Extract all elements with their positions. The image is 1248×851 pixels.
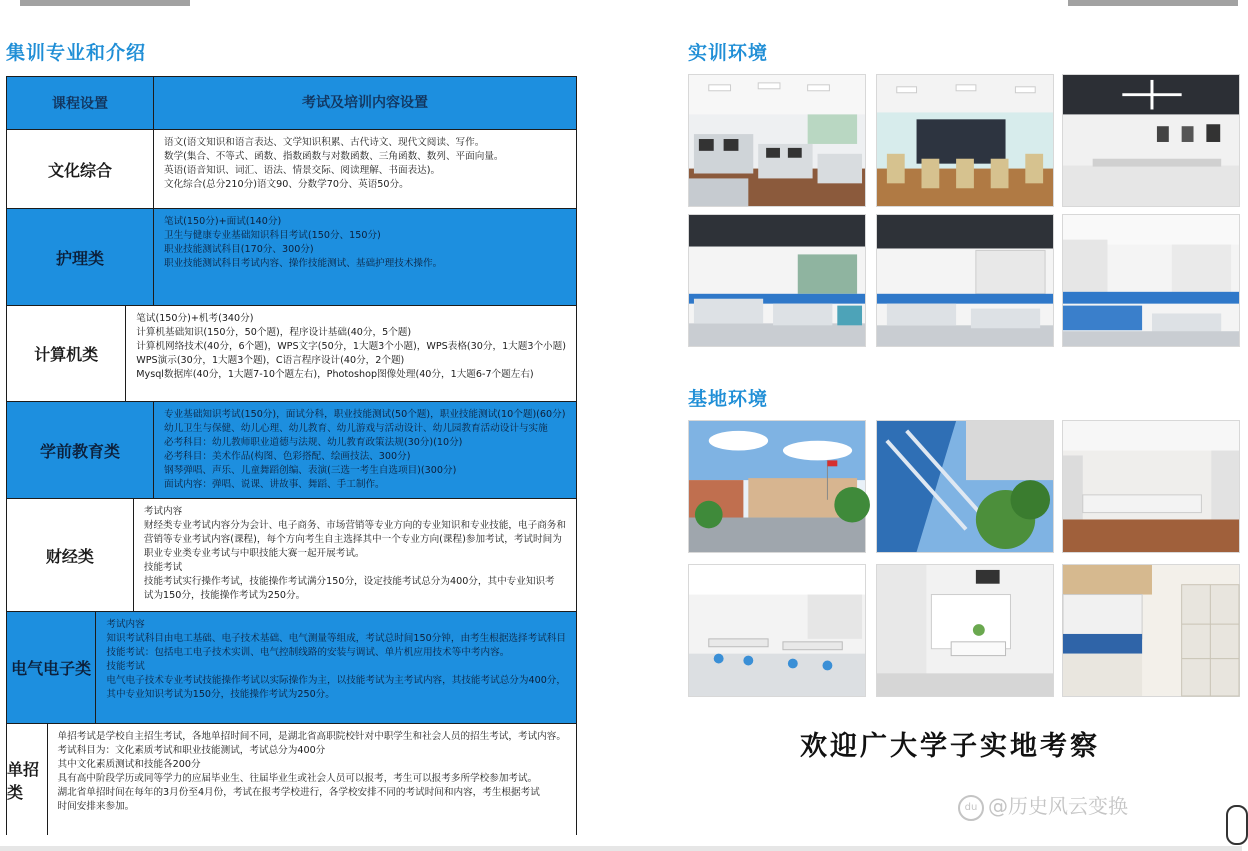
watermark [958, 790, 1128, 821]
watermark-logo-icon: du [958, 795, 984, 821]
content-line: 数学(集合、不等式、函数、指数函数与对数函数、三角函数、数列、平面向量。 [164, 151, 504, 162]
content-line: 英语(语音知识、词汇、语法、情景交际、阅读理解、书面表达)。 [164, 165, 441, 176]
content-line: 技能考试 [143, 562, 183, 573]
content-line: 财经类专业考试内容分为会计、电子商务、市场营销等专业方向的专业知识和专业技能，电子商务和 [143, 520, 566, 531]
content-line: 营销等专业考试内容(课程)，每个方向考生自主选择其中一个专业方向(课程)参加考试，考试时间为 [143, 534, 562, 545]
section-title-training: 实训环境 [688, 42, 769, 64]
photo-art-studio [876, 74, 1054, 207]
content-line: 语文(语文知识和语言表达、文学知识积累、古代诗文、现代文阅读、写作。 [164, 137, 485, 148]
course-category: 计算机类 [7, 306, 126, 401]
table-row [7, 402, 576, 499]
course-category: 单招类 [7, 724, 48, 835]
content-line: 必考科目：美术作品(构图、色彩搭配、绘画技法、300分) [164, 451, 411, 462]
table-row [7, 612, 576, 724]
course-category: 护理类 [7, 209, 154, 305]
course-category: 文化综合 [7, 130, 154, 208]
content-line: 考试内容 [106, 619, 145, 630]
photo-gallery-room [1062, 74, 1240, 207]
content-line: 知识考试科目由电工基础、电子技术基础、电气测量等组成，考试总时间150分钟，由考生根据选择考试科目 [106, 633, 566, 644]
content-line: 计算机基础知识(150分，50个题)，程序设计基础(40分，5个题) [136, 327, 412, 338]
photo-nursing-ward-1 [688, 214, 866, 347]
table-row [7, 130, 576, 209]
table-header-row [7, 77, 576, 130]
content-line: 职业技能测试科目考试内容、操作技能测试、基础护理技术操作。 [164, 258, 443, 269]
photo-dormitory [1062, 564, 1240, 697]
content-line: 技能考试：包括电工电子技术实训、电气控制线路的安装与调试、单片机应用技术等中考内容。 [106, 647, 510, 658]
watermark-text: @历史风云变换 [988, 794, 1128, 818]
course-table [6, 76, 577, 835]
table-row [7, 306, 576, 402]
content-line: 试为150分，技能操作考试为250分。 [143, 590, 306, 601]
content-line: 时间安排来参加。 [57, 801, 135, 812]
content-line: 考试内容 [143, 506, 183, 517]
content-line: 文化综合(总分210分)语文90、分数学70分、英语50分。 [164, 179, 409, 190]
page-corner-mark [1226, 805, 1248, 845]
photo-reading-room [1062, 420, 1240, 553]
content-line: WPS演示(30分，1大题3个题)，C语言程序设计(40分，2个题) [136, 355, 405, 366]
table-row [7, 724, 576, 835]
content-line: 单招考试是学校自主招生考试，各地单招时间不同，是湖北省高职院校针对中职学生和社会人员的招生考试，考试内容。 [57, 731, 566, 742]
course-content [134, 499, 576, 611]
course-content [154, 130, 576, 208]
content-line: 幼儿卫生与保健、幼儿心理、幼儿教育、幼儿游戏与活动设计、幼儿园教育活动设计与实施 [164, 423, 548, 434]
content-line: 具有高中阶段学历或同等学力的应届毕业生、往届毕业生或社会人员可以报考，考生可以报考多所学校参加考试。 [57, 773, 538, 784]
photo-nursing-ward-2 [876, 214, 1054, 347]
content-line: 其中专业知识考试为150分，技能操作考试为250分。 [106, 689, 335, 700]
content-line: 面试内容：弹唱、说课、讲故事、舞蹈、手工制作。 [164, 479, 385, 490]
course-content [96, 612, 576, 723]
content-line: 卫生与健康专业基础知识科目考试(150分、150分) [164, 230, 381, 241]
welcome-slogan: 欢迎广大学子实地考察 [800, 731, 1100, 762]
content-line: 考试科目为：文化素质考试和职业技能测试，考试总分为400分 [57, 745, 326, 756]
header-exam-content: 考试及培训内容设置 [302, 95, 428, 111]
content-line: 湖北省单招时间在每年的3月份至4月份，考试在报考学校进行，各学校安排不同的考试时间和内容，考生根据考试 [57, 787, 540, 798]
content-line: 专业基础知识考试(150分)，面试分科，职业技能测试(50个题)，职业技能测试(10个题)(60分) [164, 409, 566, 420]
content-line: 其中文化素质测试和技能各200分 [57, 759, 201, 770]
top-header-strip-right [1068, 0, 1238, 6]
table-row [7, 499, 576, 612]
photo-washroom [876, 564, 1054, 697]
content-line: 钢琴弹唱、声乐、儿童舞蹈创编、表演(三选一考生自选项目)(300分) [164, 465, 457, 476]
header-course-setting: 课程设置 [7, 77, 154, 129]
course-content [154, 209, 576, 305]
section-title-base: 基地环境 [688, 388, 769, 410]
content-line: 笔试(150分)+机考(340分) [136, 313, 254, 324]
content-line: Mysql数据库(40分，1大题7-10个题左右)，Photoshop图像处理(40分，1大题6-7个题左右) [136, 369, 534, 380]
photo-computer-lab [688, 74, 866, 207]
photo-dining-hall [688, 564, 866, 697]
course-category: 学前教育类 [7, 402, 154, 498]
content-line: 职业专业类专业考试与中职技能大赛一起开展考试。 [143, 548, 365, 559]
photo-campus-courtyard [688, 420, 866, 553]
content-line: 电气电子技术专业考试技能操作考试以实际操作为主，以技能考试为主考试内容，其技能考试总分为400分， [106, 675, 566, 686]
content-line: 必考科目：幼儿教师职业道德与法规、幼儿教育政策法规(30分)(10分) [164, 437, 463, 448]
course-category: 财经类 [7, 499, 134, 611]
photo-campus-stairs [876, 420, 1054, 553]
course-content [48, 724, 576, 835]
content-line: 笔试(150分)+面试(140分) [164, 216, 282, 227]
bottom-strip [0, 846, 1242, 851]
table-row [7, 209, 576, 306]
content-line: 职业技能测试科目(170分、300分) [164, 244, 314, 255]
course-category: 电气电子类 [7, 612, 96, 723]
photo-nursing-ward-3 [1062, 214, 1240, 347]
course-content [126, 306, 576, 401]
top-header-strip-left [20, 0, 190, 6]
course-content [154, 402, 576, 498]
content-line: 技能考试实行操作考试，技能操作考试满分150分，设定技能考试总分为400分，其中专业知识考 [143, 576, 555, 587]
section-title-courses: 集训专业和介绍 [6, 42, 147, 64]
content-line: 计算机网络技术(40分，6个题)，WPS文字(50分，1大题3个小题)，WPS表格(30分，1大题3个小题) [136, 341, 566, 352]
content-line: 技能考试 [106, 661, 145, 672]
